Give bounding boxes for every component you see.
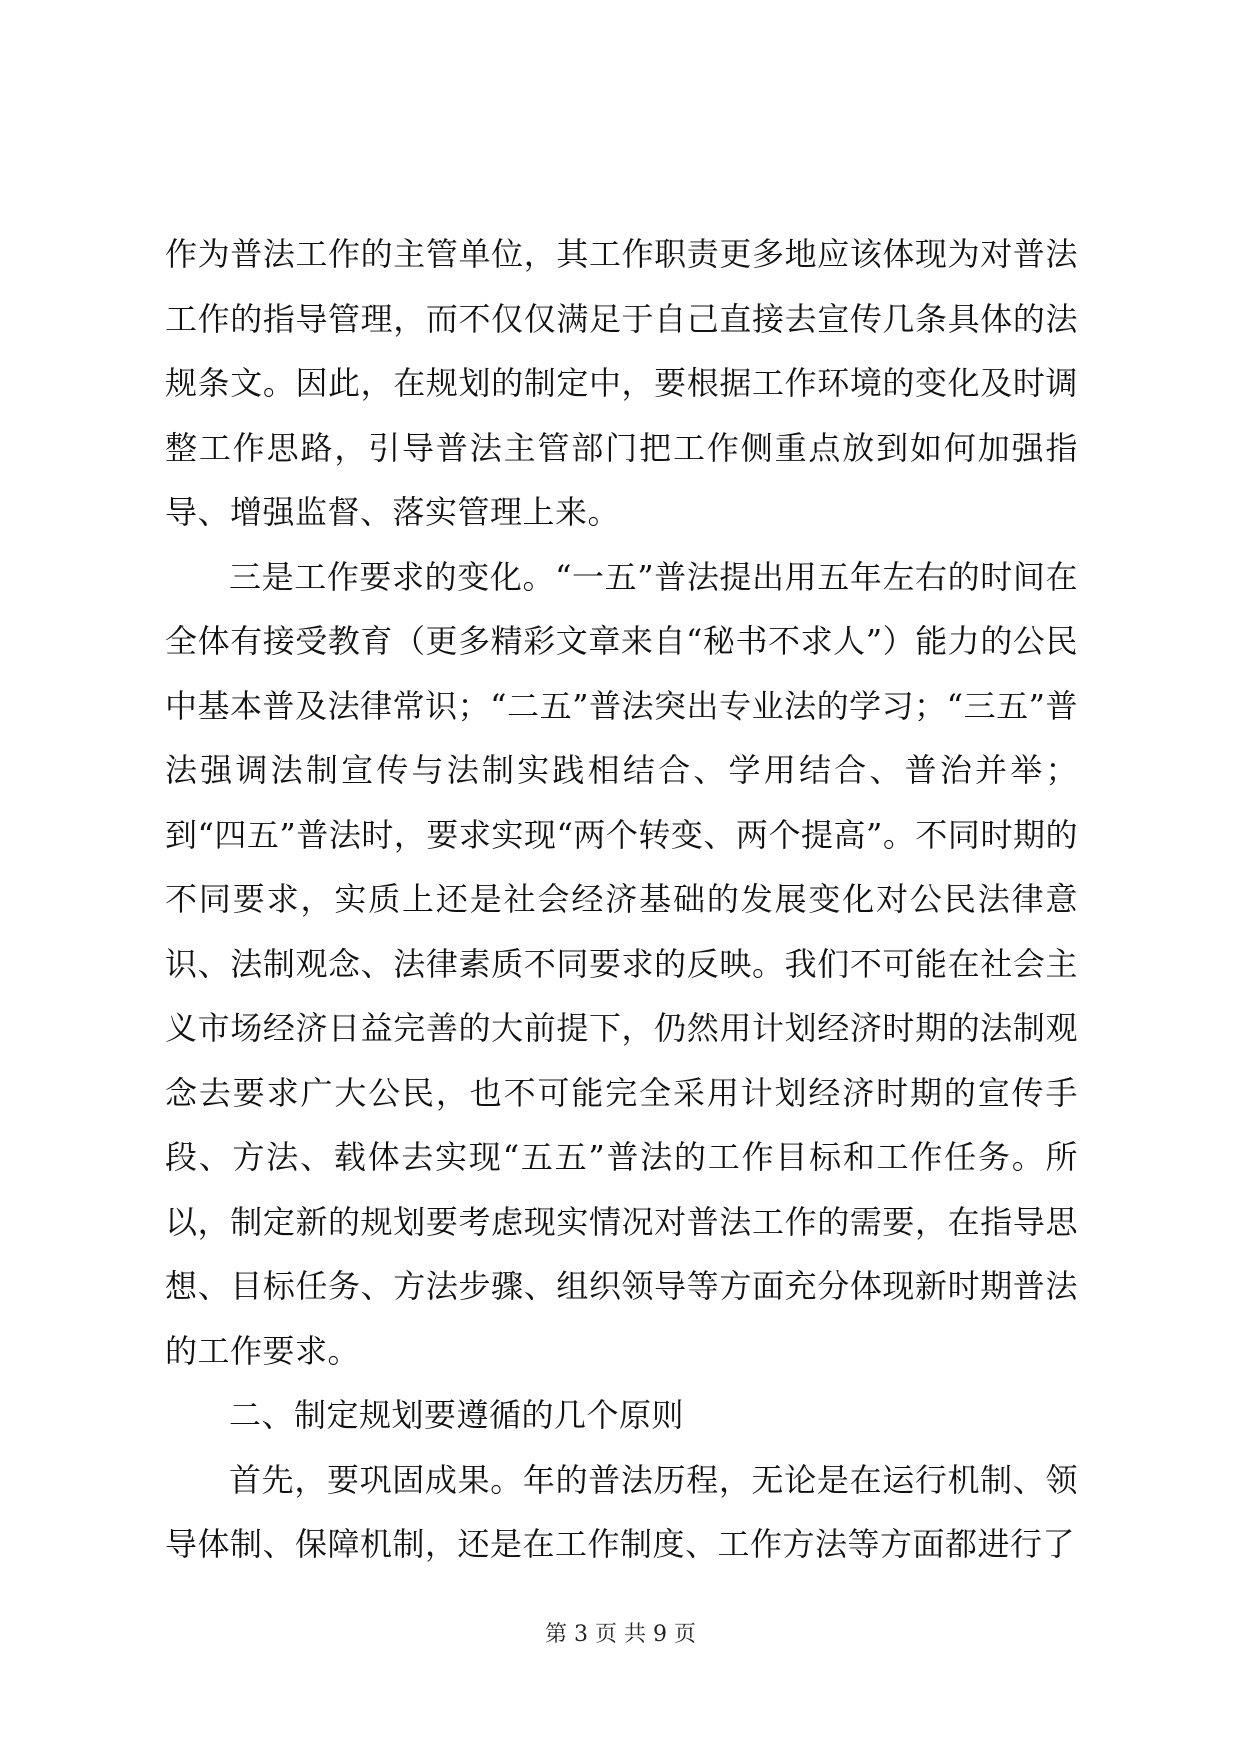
page-number-footer: 第 3 页 共 9 页 xyxy=(545,1622,696,1647)
paragraph-consolidate-results: 首先，要巩固成果。年的普法历程，无论是在运行机制、领导体制、保障机制，还是在工作制度、工作方法等方面都进行了 xyxy=(165,1460,1078,1563)
paragraph-work-requirements: 三是工作要求的变化。“一五”普法提出用五年左右的时间在全体有接受教育（更多精彩文章来自“秘书不求人”）能力的公民中基本普及法律常识；“二五”普法突出专业法的学习；“三五”普法强调法制宣传与法制实践相结合、学用结合、普治并举；到“四五”普法时，要求实现“两个转变、两个提高”。不同时期的不同要求，实质上还是社会经济基础的发展变化对公民法律意识、法制观念、法律素质不同要求的反映。我们不可能在社会主义市场经济日益完善的大前提下，仍然用计划经济时期的法制观念去要求广大公民，也不可能完全采用计划经济时期的宣传手段、方法、载体去实现“五五”普法的工作目标和工作任务。所以，制定新的规划要考虑现实情况对普法工作的需要，在指导思想、目标任务、方法步骤、组织领导等方面充分体现新时期普法的工作要求。 xyxy=(165,557,1078,1370)
document-body xyxy=(165,222,1078,1577)
section-heading-principles: 二、制定规划要遵循的几个原则 xyxy=(229,1396,685,1434)
paragraph-continuation: 作为普法工作的主管单位，其工作职责更多地应该体现为对普法工作的指导管理，而不仅仅满足于自己直接去宣传几条具体的法规条文。因此，在规划的制定中，要根据工作环境的变化及时调整工作思路，引导普法主管部门把工作侧重点放到如何加强指导、增强监督、落实管理上来。 xyxy=(165,235,1078,531)
